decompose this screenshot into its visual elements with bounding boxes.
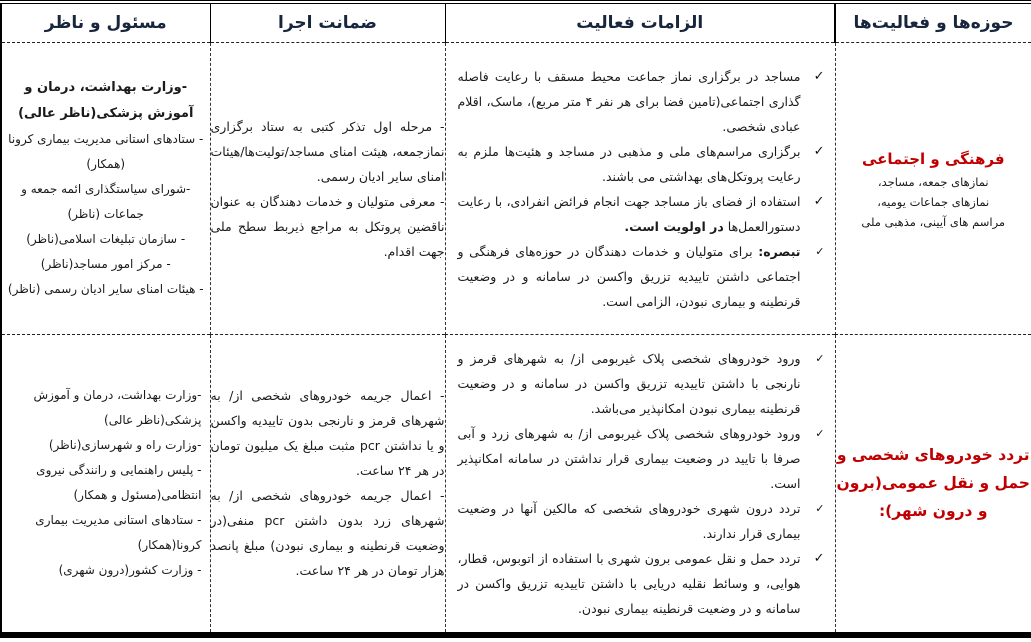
responsible-item: - پلیس راهنمایی و رانندگی نیروی انتظامی(مسئول و همکار) (36, 463, 202, 503)
header-guarantee: ضمانت اجرا (210, 2, 445, 43)
requirements-list (446, 60, 835, 318)
responsible-item: - مرکز امور مساجد(ناظر) (40, 257, 171, 271)
requirement-item (458, 189, 825, 239)
requirement-text: ورود خودروهای شخصی پلاک غیربومی از/ به شهرهای زرد و آبی صرفا با تایید در وضعیت بیماری قرار نداشتن در سامانه امکانپذیر است. (457, 425, 801, 491)
checkmark-icon: ✓ (813, 550, 825, 566)
checkmark-icon: ✓ (815, 501, 825, 515)
header-areas: حوزه‌ها و فعالیت‌ها (835, 2, 1031, 43)
area-cell (835, 335, 1031, 635)
requirement-text: تردد درون شهری خودروهای شخصی که مالکین آنها در وضعیت بیماری قرار ندارند. (457, 500, 801, 541)
guarantee-item: - اعمال جریمه خودروهای شخصی از/ به شهرهای زرد بدون داشتن pcr منفی(در وضعیت قرنطینه و بیماری نبودن) مبلغ پانصد هزار تومان در هر ۲۴ ساعت. (210, 488, 445, 579)
requirement-bold-suffix: در اولویت است. (624, 218, 724, 234)
responsible-item: - ستادهای استانی مدیریت بیماری کرونا (همکار) (8, 132, 204, 171)
responsible-item: -وزارت بهداشت، درمان و آموزش پزشکی(ناظر عالی) (18, 80, 194, 121)
checkmark-icon: ✓ (815, 351, 825, 365)
area-title: فرهنگی و اجتماعی (861, 149, 1005, 168)
responsible-item: -وزارت راه و شهرسازی(ناظر) (48, 438, 202, 453)
requirement-text: برای متولیان و خدمات دهندگان در حوزه‌های فرهنگی و اجتماعی داشتن تاییدیه تزریق واکسن در سامانه و در وضعیت قرنطینه و بیماری نبودن، الزامی است. (457, 243, 801, 309)
checkmark-icon: ✓ (813, 68, 825, 84)
requirement-item (458, 239, 825, 314)
requirement-text: تردد حمل و نقل عمومی برون شهری با استفاده از اتوبوس، قطار، هوایی، و وسائط نقلیه دریایی با داشتن تاییدیه تزریق واکسن در سامانه و در وضعیت قرنطینه بیماری نبودن. (457, 550, 801, 616)
responsible-item: -شورای سیاستگذاری ائمه جمعه و جماعات (ناظر) (21, 182, 191, 221)
guarantee-item: - مرحله اول تذکر کتبی به ستاد برگزاری نمازجمعه، هیئت امنای مساجد/تولیت‌ها/هیئات امنای سایر ادیان رسمی. (210, 118, 445, 184)
requirement-text: مساجد در برگزاری نماز جماعت محیط مسقف با رعایت فاصله گذاری اجتماعی(تامین فضا برای هر نفر ۴ متر مربع)، ماسک، اقلام عبادی شخصی. (457, 68, 801, 134)
area-subtitle-line: مراسم های آیینی، مذهبی ملی (861, 214, 1006, 229)
guarantee-cell (210, 43, 445, 335)
table-row (1, 335, 1031, 635)
responsible-item: - سازمان تبلیغات اسلامی(ناظر) (26, 232, 186, 246)
requirements-cell (445, 43, 835, 335)
requirement-item (458, 139, 825, 189)
requirements-cell (445, 335, 835, 635)
guarantee-cell (210, 335, 445, 635)
area-subtitle-line: نمازهای جماعات یومیه، (877, 194, 990, 209)
checkmark-icon: ✓ (813, 143, 825, 159)
checkmark-icon: ✓ (815, 244, 825, 258)
requirement-text: برگزاری مراسم‌های ملی و مذهبی در مساجد و هئیت‌ها ملزم به رعایت پروتکل‌های بهداشتی می باشند. (457, 143, 801, 184)
responsible-item: - ستادهای استانی مدیریت بیماری کرونا(همکار) (35, 513, 202, 553)
requirement-item (458, 346, 825, 421)
guarantee-item: - اعمال جریمه خودروهای شخصی از/ به شهرهای قرمز و نارنجی بدون تاییدیه واکسن و یا نداشتن pcr مثبت مبلغ یک میلیون تومان در هر ۲۴ ساعت. (210, 388, 445, 479)
requirement-text: ورود خودروهای شخصی پلاک غیربومی از/ به شهرهای قرمز و نارنجی با داشتن تاییدیه تزریق واکسن در سامانه و در وضعیت قرنطینه بیماری نبودن امکانپذیر می‌باشد. (457, 350, 801, 416)
guarantee-item: - معرفی متولیان و خدمات دهندگان به عنوان ناقضین پروتکل به مراجع ذیربط سطح ملی جهت اقدام. (210, 193, 445, 259)
table-row (1, 43, 1031, 335)
header-requirements: الزامات فعالیت (445, 2, 835, 43)
requirement-text: استفاده از فضای باز مساجد جهت انجام فرائض انفرادی، با رعایت دستورالعمل‌ها (457, 193, 801, 234)
responsible-cell (1, 335, 210, 635)
requirements-list (446, 342, 835, 625)
table-header-row (1, 2, 1031, 43)
responsible-item: -وزارت بهداشت، درمان و آموزش پزشکی(ناظر عالی) (33, 388, 202, 428)
checkmark-icon: ✓ (813, 193, 825, 209)
requirement-item (458, 421, 825, 496)
requirement-item (458, 546, 825, 621)
responsible-cell (1, 43, 210, 335)
responsible-item: - وزارت کشور(درون شهری) (58, 563, 202, 578)
requirement-item (458, 64, 825, 139)
area-title: تردد خودروهای شخصی و حمل و نقل عمومی(برون و درون شهر): (836, 446, 1030, 521)
area-cell (835, 43, 1031, 335)
responsible-item: - هیئات امنای سایر ادیان رسمی (ناظر) (7, 282, 204, 296)
area-subtitle-line: نمازهای جمعه، مساجد، (877, 174, 989, 189)
header-responsible: مسئول و ناظر (1, 2, 210, 43)
requirement-note-label: تبصره: (758, 243, 801, 259)
checkmark-icon: ✓ (815, 426, 825, 440)
requirement-item (458, 496, 825, 546)
